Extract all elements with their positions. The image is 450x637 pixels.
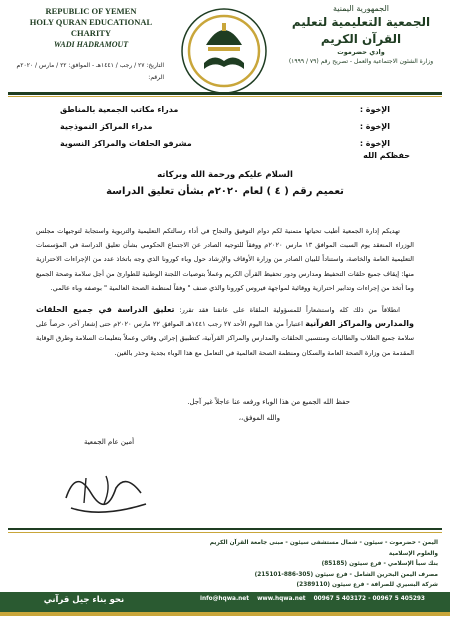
header-divider-gold xyxy=(8,96,442,97)
header-english xyxy=(16,6,166,50)
website-link[interactable]: www.hqwa.net xyxy=(257,596,306,602)
addressee-row xyxy=(60,118,390,135)
header-divider xyxy=(8,92,442,95)
salutation: السلام عليكم ورحمة الله وبركاته xyxy=(157,170,293,180)
closing-prayer: حفظ الله الجميع من هذا الوباء ورفعه عنا عاجلاً غير آجل. xyxy=(187,398,350,406)
date-ref-box xyxy=(4,60,164,84)
country-name-en: REPUBLIC OF YEMEN xyxy=(45,6,137,16)
addressee-label: الإخوة : xyxy=(359,139,390,148)
addressee-target: مدراء المراكز النموذجية xyxy=(60,122,153,131)
footer-bank-line: بنك سبأ الإسلامي - فرع سيئون (85185) xyxy=(321,561,438,567)
closing-line: والله الموفق،، xyxy=(238,414,280,422)
org-name-ar: الجمعية التعليمية لتعليم القرآن الكريم xyxy=(291,15,431,46)
addressee-target: مشرفو الحلقات والمراكز النسوية xyxy=(60,139,192,148)
addressee-label: الإخوة : xyxy=(359,105,390,114)
decision-detail: اعتباراً من هذا اليوم الأحد ٢٧ رجب ١٤٤١هـ الموافق ٢٢ مارس ٢٠٢٠م حتى إشعار آخر، حرصاً على سلامة جميع الطلاب والطالبات ومنتسبي الحلقات والمدارس والمراكز القرآنية، كتطبيق إجرائي وقائي وعملاً بتعليمات السلامة وطرق الوقاية المقدمة من وزارة الصحة العامة والسكان ومنظمة الصحة العالمية في التعامل مع هذا الوباء بجدية وحذر بالغين. xyxy=(36,320,414,357)
footer-bank-line: مصرف اليمن البحرين الشامل - فرع سيئون (305-886-215101) xyxy=(254,571,438,578)
footer-divider-gold xyxy=(8,532,442,533)
addressee-target: مدراء مكاتب الجمعية بالمناطق xyxy=(60,105,179,114)
charity-logo xyxy=(178,5,270,97)
subject-title: تعميم رقم ( ٤ ) لعام ٢٠٢٠م بشأن تعليق الدراسة xyxy=(106,186,344,197)
date-line: التاريخ: ٢٧ / رجب / ١٤٤١هـ - الموافق: ٢٢ / مارس / ٢٠٢٠م xyxy=(16,62,164,69)
addressee-row xyxy=(60,101,390,118)
footer-divider xyxy=(8,528,442,530)
addressee-label: الإخوة : xyxy=(359,122,390,131)
header-arabic xyxy=(286,4,436,66)
footer-address: اليمن - حضرموت - سيئون - شمال مستشفى سيئون - مبنى جامعة القرآن الكريم والعلوم الإسلامية xyxy=(209,540,438,557)
license-line: وزارة الشئون الاجتماعية والعمل - تصريح رقم (٧٩ / ١٩٩٩) xyxy=(288,58,434,65)
body-paragraph-1: تهديكم إدارة الجمعية أطيب تحياتها متمنية لكم دوام التوفيق والنجاح في أداء رسالتكم التعليمية والتربوية واستجابة لتوجيهات مجلس الوزراء المنعقد يوم السبت الموافق ١٣ مارس ٢٠٢٠م ووفقاً للتوجيه الصادر عن الاجتماع الحكومي بشأن تعليق الدراسة في المؤسسات التعليمية العامة والخاصة، واستناداً للبيان الصادر من وزارة الأوقاف والإرشاد حول وباء كورونا الذي وجه باتخاذ عدد من الإجراءات الاحترازية منها: إيقاف جميع حلقات التحفيظ ومدارس ودور تحفيظ القرآن الكريم وعملاً بتوصيات اللجنة الوطنية للطوارئ من أجل سلامة وصحة الجميع وما أتخذ من إجراءات وتدابير احترازية ووقائية لمواجهة فيروس كورونا والذي صنف " وفقاً لمنظمة الصحة العالمية " بوصفه وباء عالمي. xyxy=(36,227,415,292)
body-paragraph-2 xyxy=(36,303,414,360)
addressee-list xyxy=(60,101,390,152)
footer-contact xyxy=(200,596,440,602)
addressee-row xyxy=(60,135,390,152)
signatory-title: أمين عام الجمعية xyxy=(83,438,135,446)
org-name-en: HOLY QURAN EDUCATIONAL CHARITY xyxy=(29,17,153,38)
decision-intro: انطلاقاً من ذلك كله واستشعاراً للمسؤولية الملقاة على عاتقنا فقد تقرر: xyxy=(179,306,400,315)
footer-bank-line: شركة البسيري للصرافة - فرع سيئون (2389110) xyxy=(296,582,438,588)
region-name-ar: وادي حضرموت xyxy=(337,48,385,56)
decision-highlight: تعليق الدراسة في جميع الحلقات والمدارس والمراكز القرآنية xyxy=(36,305,414,329)
phone-numbers: 00967 5 403172 - 00967 5 405293 xyxy=(313,596,425,602)
footer-slogan: نحو بناء جيل قرآني xyxy=(43,595,125,605)
country-name-ar: الجمهورية اليمنية xyxy=(332,4,389,13)
email-link[interactable]: info@hqwa.net xyxy=(200,596,249,602)
footer-address-block xyxy=(198,538,438,591)
region-name-en: WADI HADRAMOUT xyxy=(53,40,129,49)
footer-gold-band xyxy=(0,612,450,616)
ref-line: الرقم: xyxy=(148,74,164,81)
greeting: حفظكم الله xyxy=(363,151,410,160)
letter-body xyxy=(36,224,414,360)
signature-stamp xyxy=(56,438,156,528)
